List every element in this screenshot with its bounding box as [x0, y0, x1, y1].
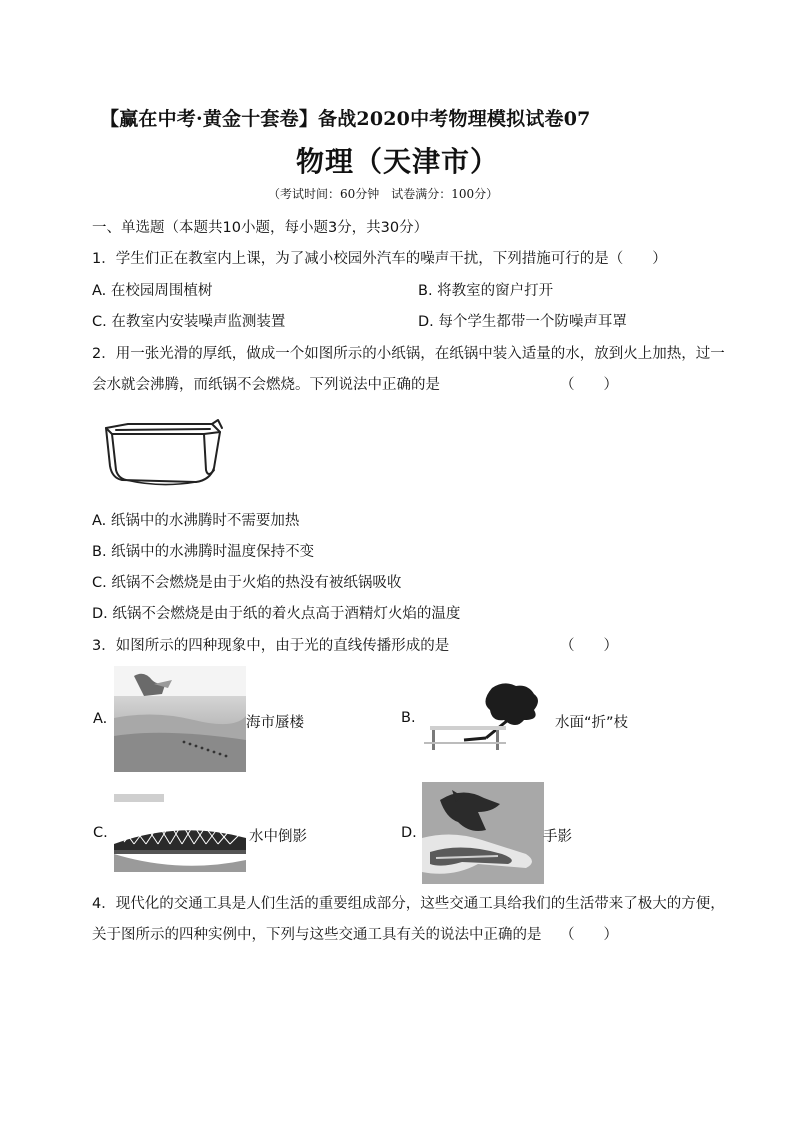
exam-info: （考试时间：60分钟 试卷满分：100分）: [268, 187, 499, 201]
question-2-option-b: B. 纸锅中的水沸腾时温度保持不变: [92, 544, 315, 560]
question-1-stem: 1．学生们正在教室内上课，为了减小校园外汽车的噪声干扰，下列措施可行的是（ ）: [92, 251, 667, 267]
reflection-image: [114, 794, 246, 876]
question-3-option-c-caption: 水中倒影: [249, 829, 307, 845]
question-2-stem-line1: 2．用一张光滑的厚纸，做成一个如图所示的小纸锅，在纸锅中装入适量的水，放到火上加热，过一: [92, 346, 725, 362]
question-4-stem-line1: 4．现代化的交通工具是人们生活的重要组成部分，这些交通工具给我们的生活带来了极大的方便，: [92, 896, 725, 912]
paper-pot-image: [100, 418, 225, 490]
question-3-option-d-letter: D.: [401, 825, 417, 841]
question-3-option-a-letter: A.: [93, 711, 108, 727]
question-4-answer-paren: （ ）: [560, 927, 618, 943]
question-4-stem-line2: 关于图所示的四种实例中，下列与这些交通工具有关的说法中正确的是: [92, 927, 542, 943]
question-3-option-b-caption: 水面“折”枝: [555, 715, 629, 731]
question-2-option-c: C. 纸锅不会燃烧是由于火焰的热没有被纸锅吸收: [92, 575, 402, 591]
question-2-option-d: D. 纸锅不会燃烧是由于纸的着火点高于酒精灯火焰的温度: [92, 606, 461, 622]
mirage-image: [114, 666, 246, 772]
question-2-answer-paren: （ ）: [560, 377, 618, 393]
question-1-option-c: C. 在教室内安装噪声监测装置: [92, 314, 286, 330]
question-3-option-c-letter: C.: [93, 825, 108, 841]
question-2-option-a: A. 纸锅中的水沸腾时不需要加热: [92, 513, 300, 529]
question-3-option-b-letter: B.: [401, 710, 416, 726]
question-3-answer-paren: （ ）: [560, 638, 618, 654]
question-1-option-d: D. 每个学生都带一个防噪声耳罩: [418, 314, 627, 330]
bent-branch-image: [424, 680, 554, 752]
hand-shadow-image: [422, 782, 544, 884]
section-heading: 一、单选题（本题共10小题，每小题3分，共30分）: [92, 220, 429, 236]
page-title: 物理（天津市）: [296, 145, 500, 178]
question-1-option-b: B. 将教室的窗户打开: [418, 283, 554, 299]
question-3-option-d-caption: 手影: [543, 829, 572, 845]
question-2-stem-line2: 会水就会沸腾，而纸锅不会燃烧。下列说法中正确的是: [92, 377, 440, 393]
series-title: 【赢在中考·黄金十套卷】备战2020中考物理模拟试卷07: [100, 108, 591, 130]
question-3-option-a-caption: 海市蜃楼: [246, 715, 304, 731]
question-3-stem: 3．如图所示的四种现象中，由于光的直线传播形成的是: [92, 638, 450, 654]
question-1-option-a: A. 在校园周围植树: [92, 283, 213, 299]
